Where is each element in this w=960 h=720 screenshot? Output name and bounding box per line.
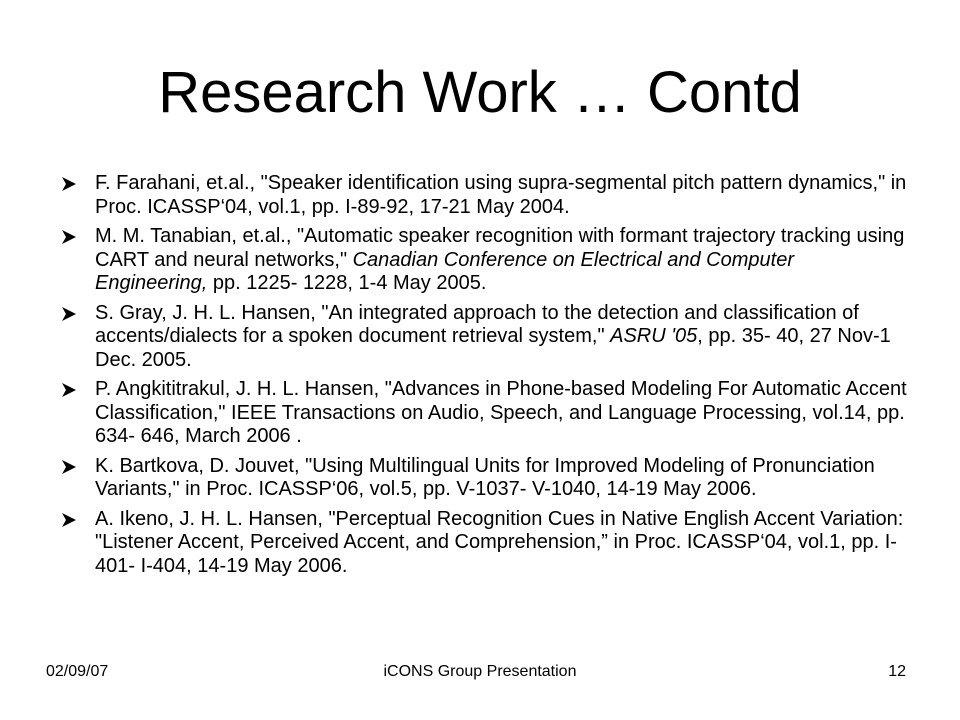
reference-venue: ASRU '05	[610, 325, 698, 347]
reference-text: A. Ikeno, J. H. L. Hansen, "Perceptual Recognition Cues in Native English Accent Variation: "Listener Accent, Perceived Accent, and Comprehension,” in Proc. ICASSP‘04, vol.1, pp. I-401- I-404, 14-19 May 2006.	[95, 507, 904, 577]
arrowhead-bullet-icon	[62, 460, 76, 474]
reference-details: pp. 1225- 1228, 1-4 May 2005.	[207, 272, 487, 294]
reference-item	[62, 378, 910, 449]
arrowhead-bullet-icon	[62, 307, 76, 321]
arrowhead-bullet-icon	[62, 230, 76, 244]
arrowhead-bullet-icon	[62, 383, 76, 397]
arrowhead-bullet-icon	[62, 177, 76, 191]
footer-page-number: 12	[888, 663, 906, 680]
reference-details: , pp. 35- 40, 27 Nov-1 Dec. 2005.	[95, 325, 891, 371]
reference-text: S. Gray, J. H. L. Hansen, "An integrated approach to the detection and classification of accents/dialects for a spoken document retrieval system,"	[95, 301, 859, 347]
reference-item	[62, 302, 910, 373]
reference-venue: Canadian Conference on Electrical and Computer Engineering,	[95, 248, 794, 294]
reference-text: P. Angkititrakul, J. H. L. Hansen, "Advances in Phone-based Modeling For Automatic Accent Classification," IEEE Transactions on Audio, Speech, and Language Processing, vol.14, pp. 634- 646, March 2006 .	[95, 378, 907, 447]
footer-date: 02/09/07	[46, 663, 109, 680]
reference-list	[62, 172, 910, 584]
arrowhead-bullet-icon	[62, 513, 76, 527]
reference-text: K. Bartkova, D. Jouvet, "Using Multilingual Units for Improved Modeling of Pronunciation Variants," in Proc. ICASSP‘06, vol.5, pp. V-1037- V-1040, 14-19 May 2006.	[95, 454, 875, 500]
reference-item	[62, 172, 910, 219]
reference-item	[62, 455, 910, 502]
footer-presentation-title: iCONS Group Presentation	[383, 663, 577, 680]
reference-item	[62, 225, 910, 296]
slide-title: Research Work … Contd	[158, 60, 802, 125]
reference-item	[62, 508, 910, 579]
reference-text: F. Farahani, et.al., "Speaker identification using supra-segmental pitch pattern dynamics," in Proc. ICASSP‘04, vol.1, pp. I-89-92, 17-21 May 2004.	[95, 172, 907, 218]
reference-text: M. M. Tanabian, et.al., "Automatic speaker recognition with formant trajectory tracking using CART and neural networks,"	[95, 225, 905, 271]
